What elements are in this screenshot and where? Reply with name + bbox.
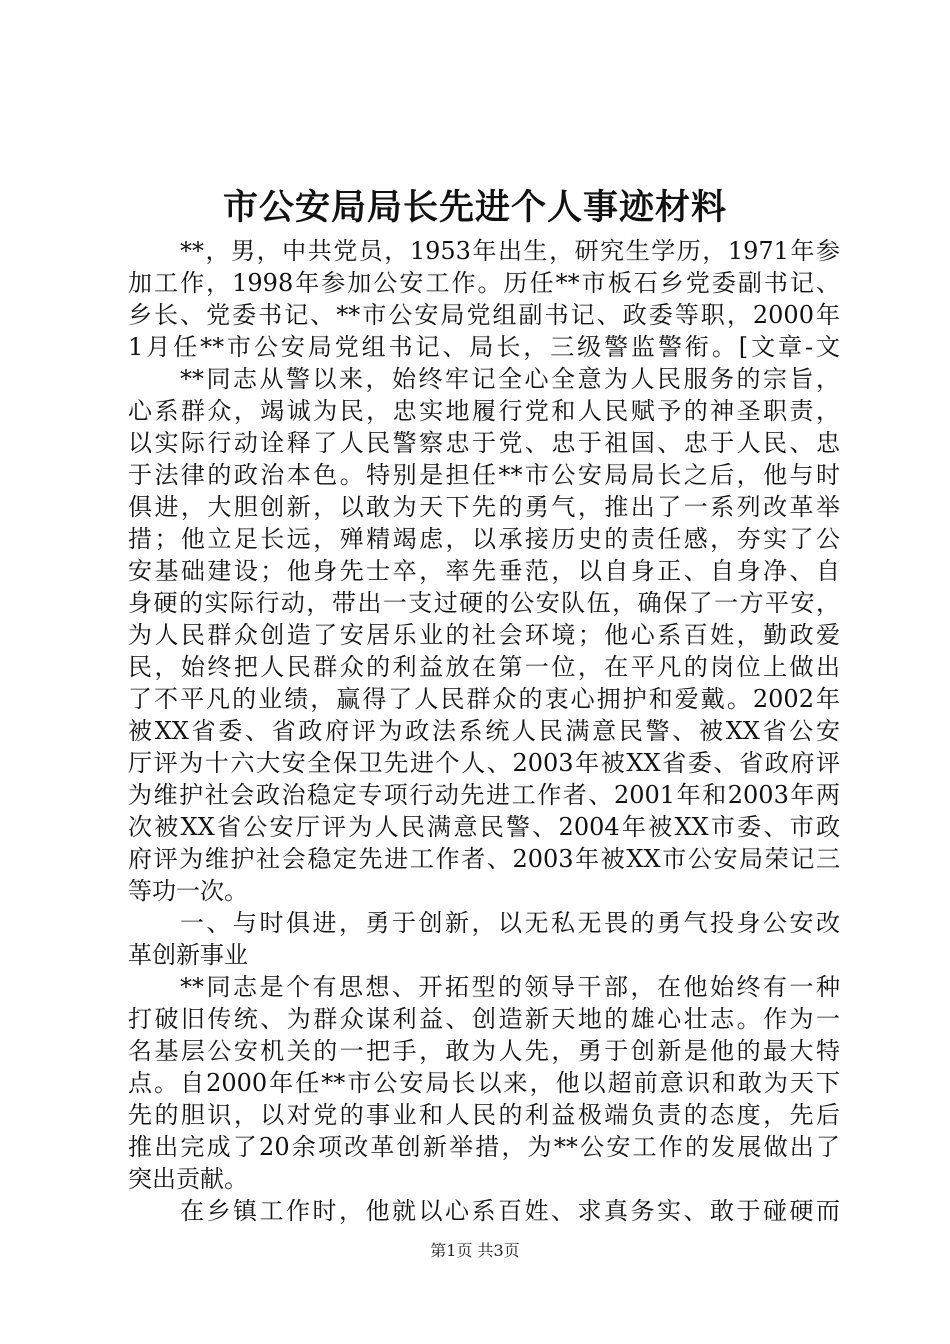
text-line: 打破旧传统、为群众谋利益、创造新天地的雄心壮志。作为一 [128, 1005, 840, 1033]
document-body [128, 235, 840, 1227]
text-line: 安基础建设；他身先士卒，率先垂范，以自身正、自身净、自 [128, 557, 840, 585]
text-line: 被XX省委、省政府评为政法系统人民满意民警、被XX省公安 [128, 717, 840, 745]
text-line: 名基层公安机关的一把手，敢为人先，勇于创新是他的最大特 [128, 1037, 840, 1065]
text-line: 一、与时俱进，勇于创新，以无私无畏的勇气投身公安改 [180, 909, 840, 937]
text-line: 加工作，1998年参加公安工作。历任**市板石乡党委副书记、 [128, 269, 840, 297]
text-line: 身硬的实际行动，带出一支过硬的公安队伍，确保了一方平安， [128, 589, 840, 617]
text-line: 乡长、党委书记、**市公安局党组副书记、政委等职，2000年 [128, 301, 840, 329]
text-line: 为人民群众创造了安居乐业的社会环境；他心系百姓，勤政爱 [128, 621, 840, 649]
text-line: 民，始终把人民群众的利益放在第一位，在平凡的岗位上做出 [128, 653, 840, 681]
text-line: 了不平凡的业绩，赢得了人民群众的衷心拥护和爱戴。2002年 [128, 685, 840, 713]
text-line: **同志从警以来，始终牢记全心全意为人民服务的宗旨， [180, 365, 840, 393]
text-line: 等功一次。 [128, 877, 248, 905]
text-line: 于法律的政治本色。特别是担任**市公安局局长之后，他与时 [128, 461, 840, 489]
document-title: 市公安局局长先进个人事迹材料 [222, 187, 727, 228]
page-footer: 第1页 共3页 [430, 1241, 520, 1260]
text-line: 革创新事业 [128, 941, 248, 969]
text-line: 为维护社会政治稳定专项行动先进工作者、2001年和2003年两 [128, 781, 840, 809]
text-line: 在乡镇工作时，他就以心系百姓、求真务实、敢于碰硬而 [180, 1197, 840, 1225]
text-line: 府评为维护社会稳定先进工作者、2003年被XX市公安局荣记三 [128, 845, 840, 873]
text-line: **，男，中共党员，1953年出生，研究生学历，1971年参 [180, 237, 840, 265]
text-line: 推出完成了20余项改革创新举措，为**公安工作的发展做出了 [128, 1133, 840, 1161]
text-line: 1月任**市公安局党组书记、局长，三级警监警衔。[文章-文 [128, 333, 840, 361]
text-line: 次被XX省公安厅评为人民满意民警、2004年被XX市委、市政 [128, 813, 840, 841]
text-line: 突出贡献。 [128, 1165, 248, 1193]
text-line: 点。自2000年任**市公安局长以来，他以超前意识和敢为天下 [128, 1069, 840, 1097]
text-line: **同志是个有思想、开拓型的领导干部，在他始终有一种 [180, 973, 840, 1001]
text-line: 心系群众，竭诚为民，忠实地履行党和人民赋予的神圣职责， [128, 397, 840, 425]
text-line: 先的胆识，以对党的事业和人民的利益极端负责的态度，先后 [128, 1101, 840, 1129]
text-line: 措；他立足长远，殚精竭虑，以承接历史的责任感，夯实了公 [128, 525, 840, 553]
text-line: 俱进，大胆创新，以敢为天下先的勇气，推出了一系列改革举 [128, 493, 840, 521]
text-line: 厅评为十六大安全保卫先进个人、2003年被XX省委、省政府评 [128, 749, 840, 777]
text-line: 以实际行动诠释了人民警察忠于党、忠于祖国、忠于人民、忠 [128, 429, 840, 457]
